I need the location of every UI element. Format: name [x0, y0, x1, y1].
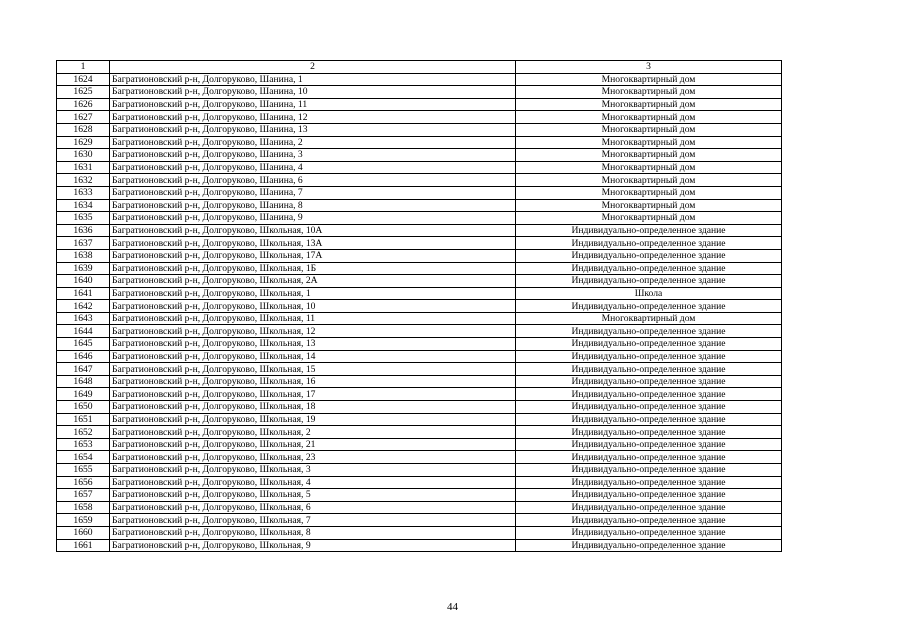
address-cell: Багратионовский р-н, Долгоруково, Школьная, 9	[110, 539, 516, 552]
address-cell: Багратионовский р-н, Долгоруково, Школьная, 8	[110, 526, 516, 539]
table-row	[57, 363, 782, 376]
table-row	[57, 526, 782, 539]
row-number-cell: 1649	[57, 388, 110, 401]
row-number-cell: 1645	[57, 338, 110, 351]
row-number-cell: 1643	[57, 312, 110, 325]
row-number-cell: 1632	[57, 174, 110, 187]
address-cell: Багратионовский р-н, Долгоруково, Школьная, 1Б	[110, 262, 516, 275]
row-number-cell: 1641	[57, 287, 110, 300]
building-type-cell: Многоквартирный дом	[516, 212, 782, 225]
address-cell: Багратионовский р-н, Долгоруково, Шанина, 3	[110, 149, 516, 162]
building-type-cell: Многоквартирный дом	[516, 86, 782, 99]
address-cell: Багратионовский р-н, Долгоруково, Шанина, 1	[110, 73, 516, 86]
address-cell: Багратионовский р-н, Долгоруково, Школьная, 18	[110, 401, 516, 414]
table-row	[57, 186, 782, 199]
page-number: 44	[447, 601, 458, 613]
building-type-cell: Многоквартирный дом	[516, 123, 782, 136]
building-type-cell: Индивидуально-определенное здание	[516, 451, 782, 464]
table-row	[57, 426, 782, 439]
row-number-cell: 1657	[57, 489, 110, 502]
table-row	[57, 123, 782, 136]
building-type-cell: Многоквартирный дом	[516, 161, 782, 174]
address-cell: Багратионовский р-н, Долгоруково, Школьная, 16	[110, 375, 516, 388]
address-cell: Багратионовский р-н, Долгоруково, Школьная, 1	[110, 287, 516, 300]
building-type-cell: Индивидуально-определенное здание	[516, 388, 782, 401]
row-number-cell: 1650	[57, 401, 110, 414]
row-number-cell: 1635	[57, 212, 110, 225]
table-row	[57, 388, 782, 401]
address-cell: Багратионовский р-н, Долгоруково, Школьная, 11	[110, 312, 516, 325]
table-row	[57, 111, 782, 124]
table-row	[57, 212, 782, 225]
building-type-cell: Индивидуально-определенное здание	[516, 526, 782, 539]
row-number-cell: 1637	[57, 237, 110, 250]
row-number-cell: 1627	[57, 111, 110, 124]
building-type-cell: Индивидуально-определенное здание	[516, 237, 782, 250]
table-row	[57, 325, 782, 338]
row-number-cell: 1646	[57, 350, 110, 363]
building-type-cell: Многоквартирный дом	[516, 174, 782, 187]
row-number-cell: 1659	[57, 514, 110, 527]
address-cell: Багратионовский р-н, Долгоруково, Школьная, 23	[110, 451, 516, 464]
address-cell: Багратионовский р-н, Долгоруково, Школьная, 2А	[110, 275, 516, 288]
column-header-number: 1	[57, 61, 110, 74]
row-number-cell: 1642	[57, 300, 110, 313]
row-number-cell: 1624	[57, 73, 110, 86]
address-cell: Багратионовский р-н, Долгоруково, Шанина, 9	[110, 212, 516, 225]
row-number-cell: 1626	[57, 98, 110, 111]
building-type-cell: Индивидуально-определенное здание	[516, 489, 782, 502]
table-row	[57, 174, 782, 187]
building-type-cell: Индивидуально-определенное здание	[516, 539, 782, 552]
row-number-cell: 1634	[57, 199, 110, 212]
row-number-cell: 1636	[57, 224, 110, 237]
address-cell: Багратионовский р-н, Долгоруково, Школьная, 19	[110, 413, 516, 426]
address-cell: Багратионовский р-н, Долгоруково, Шанина, 2	[110, 136, 516, 149]
address-cell: Багратионовский р-н, Долгоруково, Школьная, 5	[110, 489, 516, 502]
building-type-cell: Индивидуально-определенное здание	[516, 363, 782, 376]
building-type-cell: Индивидуально-определенное здание	[516, 338, 782, 351]
address-cell: Багратионовский р-н, Долгоруково, Шанина, 4	[110, 161, 516, 174]
address-cell: Багратионовский р-н, Долгоруково, Школьная, 12	[110, 325, 516, 338]
row-number-cell: 1658	[57, 501, 110, 514]
address-cell: Багратионовский р-н, Долгоруково, Школьная, 17А	[110, 249, 516, 262]
building-type-cell: Индивидуально-определенное здание	[516, 501, 782, 514]
table-row	[57, 224, 782, 237]
row-number-cell: 1629	[57, 136, 110, 149]
row-number-cell: 1639	[57, 262, 110, 275]
building-type-cell: Многоквартирный дом	[516, 98, 782, 111]
table-row	[57, 161, 782, 174]
row-number-cell: 1660	[57, 526, 110, 539]
table-row	[57, 312, 782, 325]
buildings-table	[56, 60, 782, 552]
table-row	[57, 375, 782, 388]
table-row	[57, 413, 782, 426]
table-row	[57, 237, 782, 250]
row-number-cell: 1628	[57, 123, 110, 136]
table-row	[57, 300, 782, 313]
building-type-cell: Индивидуально-определенное здание	[516, 275, 782, 288]
row-number-cell: 1644	[57, 325, 110, 338]
building-type-cell: Индивидуально-определенное здание	[516, 464, 782, 477]
building-type-cell: Индивидуально-определенное здание	[516, 224, 782, 237]
table-row	[57, 275, 782, 288]
row-number-cell: 1630	[57, 149, 110, 162]
address-cell: Багратионовский р-н, Долгоруково, Шанина, 12	[110, 111, 516, 124]
address-cell: Багратионовский р-н, Долгоруково, Школьная, 15	[110, 363, 516, 376]
row-number-cell: 1648	[57, 375, 110, 388]
table-row	[57, 287, 782, 300]
address-cell: Багратионовский р-н, Долгоруково, Шанина, 7	[110, 186, 516, 199]
building-type-cell: Индивидуально-определенное здание	[516, 438, 782, 451]
row-number-cell: 1656	[57, 476, 110, 489]
address-cell: Багратионовский р-н, Долгоруково, Шанина, 10	[110, 86, 516, 99]
table-row	[57, 476, 782, 489]
row-number-cell: 1652	[57, 426, 110, 439]
building-type-cell: Индивидуально-определенное здание	[516, 476, 782, 489]
address-cell: Багратионовский р-н, Долгоруково, Шанина, 8	[110, 199, 516, 212]
row-number-cell: 1647	[57, 363, 110, 376]
table-row	[57, 338, 782, 351]
building-type-cell: Многоквартирный дом	[516, 199, 782, 212]
row-number-cell: 1633	[57, 186, 110, 199]
address-cell: Багратионовский р-н, Долгоруково, Школьная, 21	[110, 438, 516, 451]
column-header-address: 2	[110, 61, 516, 74]
table-header-row	[57, 61, 782, 74]
building-type-cell: Многоквартирный дом	[516, 149, 782, 162]
address-cell: Багратионовский р-н, Долгоруково, Школьная, 7	[110, 514, 516, 527]
table-row	[57, 199, 782, 212]
building-type-cell: Многоквартирный дом	[516, 73, 782, 86]
building-type-cell: Многоквартирный дом	[516, 111, 782, 124]
table-row	[57, 249, 782, 262]
building-type-cell: Индивидуально-определенное здание	[516, 262, 782, 275]
row-number-cell: 1640	[57, 275, 110, 288]
building-type-cell: Индивидуально-определенное здание	[516, 350, 782, 363]
row-number-cell: 1651	[57, 413, 110, 426]
building-type-cell: Индивидуально-определенное здание	[516, 401, 782, 414]
row-number-cell: 1625	[57, 86, 110, 99]
row-number-cell: 1653	[57, 438, 110, 451]
building-type-cell: Многоквартирный дом	[516, 312, 782, 325]
table-row	[57, 98, 782, 111]
address-cell: Багратионовский р-н, Долгоруково, Школьная, 14	[110, 350, 516, 363]
table-row	[57, 73, 782, 86]
column-header-building-type: 3	[516, 61, 782, 74]
address-cell: Багратионовский р-н, Долгоруково, Школьная, 10А	[110, 224, 516, 237]
address-cell: Багратионовский р-н, Долгоруково, Школьная, 13	[110, 338, 516, 351]
table-row	[57, 136, 782, 149]
row-number-cell: 1638	[57, 249, 110, 262]
table-body	[57, 73, 782, 552]
address-cell: Багратионовский р-н, Долгоруково, Школьная, 2	[110, 426, 516, 439]
address-cell: Багратионовский р-н, Долгоруково, Школьная, 10	[110, 300, 516, 313]
building-type-cell: Индивидуально-определенное здание	[516, 300, 782, 313]
building-type-cell: Индивидуально-определенное здание	[516, 413, 782, 426]
table-row	[57, 464, 782, 477]
building-type-cell: Индивидуально-определенное здание	[516, 426, 782, 439]
table-row	[57, 539, 782, 552]
table-row	[57, 451, 782, 464]
building-type-cell: Многоквартирный дом	[516, 186, 782, 199]
address-cell: Багратионовский р-н, Долгоруково, Школьная, 4	[110, 476, 516, 489]
table-row	[57, 86, 782, 99]
table-row	[57, 262, 782, 275]
address-cell: Багратионовский р-н, Долгоруково, Шанина, 13	[110, 123, 516, 136]
table-row	[57, 438, 782, 451]
table-row	[57, 401, 782, 414]
table-row	[57, 149, 782, 162]
address-cell: Багратионовский р-н, Долгоруково, Шанина, 11	[110, 98, 516, 111]
row-number-cell: 1655	[57, 464, 110, 477]
building-type-cell: Индивидуально-определенное здание	[516, 325, 782, 338]
address-cell: Багратионовский р-н, Долгоруково, Школьная, 6	[110, 501, 516, 514]
table-row	[57, 489, 782, 502]
building-type-cell: Школа	[516, 287, 782, 300]
row-number-cell: 1654	[57, 451, 110, 464]
building-type-cell: Индивидуально-определенное здание	[516, 375, 782, 388]
building-type-cell: Индивидуально-определенное здание	[516, 249, 782, 262]
address-cell: Багратионовский р-н, Долгоруково, Школьная, 17	[110, 388, 516, 401]
table-row	[57, 350, 782, 363]
building-type-cell: Индивидуально-определенное здание	[516, 514, 782, 527]
address-cell: Багратионовский р-н, Долгоруково, Школьная, 3	[110, 464, 516, 477]
table-row	[57, 501, 782, 514]
address-cell: Багратионовский р-н, Долгоруково, Школьная, 13А	[110, 237, 516, 250]
table-row	[57, 514, 782, 527]
address-cell: Багратионовский р-н, Долгоруково, Шанина, 6	[110, 174, 516, 187]
building-type-cell: Многоквартирный дом	[516, 136, 782, 149]
row-number-cell: 1661	[57, 539, 110, 552]
row-number-cell: 1631	[57, 161, 110, 174]
